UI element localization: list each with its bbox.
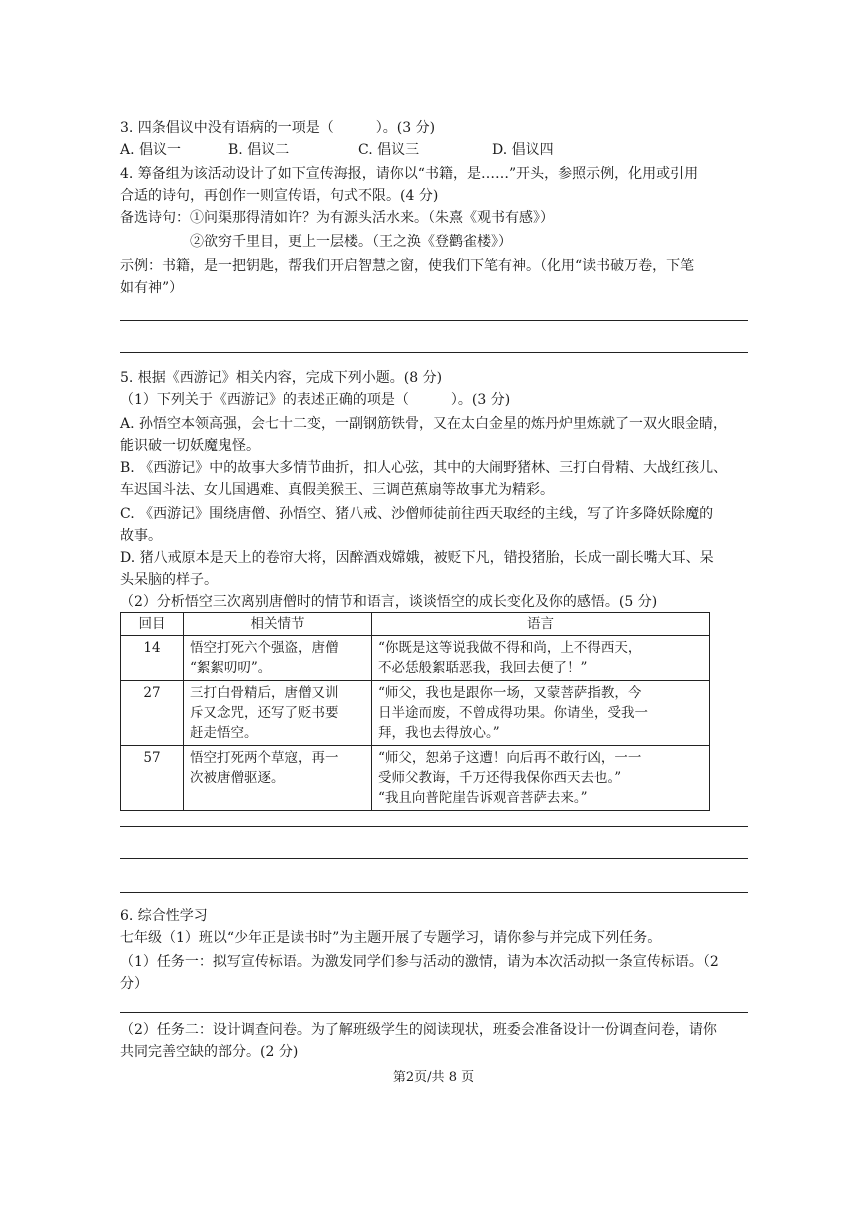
speech-cell bbox=[372, 636, 710, 681]
q5-option-d-line2: 头呆脑的样子。 bbox=[120, 572, 218, 588]
speech-text: “师父，恕弟子这遭！向后再不敢行凶，一一 bbox=[378, 750, 642, 766]
chapter-number: 27 bbox=[121, 681, 184, 746]
table-row bbox=[121, 636, 710, 681]
q4-stem-line1: 4. 筹备组为该活动设计了如下宣传海报，请你以“书籍，是……”开头，参照示例，化用或引用 bbox=[120, 166, 699, 182]
table-row bbox=[121, 746, 710, 811]
speech-cell bbox=[372, 681, 710, 746]
q4-poem-1: 备选诗句：①问渠那得清如许？为有源头活水来。（朱熹《观书有感》） bbox=[120, 210, 554, 226]
table-header-row bbox=[121, 613, 710, 636]
q5-option-b-line1: B. 《西游记》中的故事大多情节曲折，扣人心弦，其中的大闹野猪林、三打白骨精、大战红孩儿、 bbox=[120, 460, 728, 476]
plot-cell bbox=[184, 681, 372, 746]
speech-text: 受师父教诲，千万还得我保你西天去也。” bbox=[378, 770, 622, 786]
plot-text: 赶走悟空。 bbox=[190, 725, 258, 741]
plot-text: 悟空打死两个草寇，再一 bbox=[190, 750, 339, 766]
q3-option-d: D. 倡议四 bbox=[492, 142, 554, 158]
q6-task2-line1: （2）任务二：设计调查问卷。为了解班级学生的阅读现状，班委会准备设计一份调查问卷，请你 bbox=[120, 1022, 717, 1038]
chapter-number: 57 bbox=[121, 746, 184, 811]
speech-text: “师父，我也是跟你一场，又蒙菩萨指教，今 bbox=[378, 685, 642, 701]
answer-line[interactable] bbox=[120, 892, 748, 893]
q3-option-a: A. 倡议一 bbox=[120, 142, 182, 158]
q5-sub1: （1）下列关于《西游记》的表述正确的项是（ ）。(3 分) bbox=[120, 392, 511, 408]
q4-stem-line2: 合适的诗句，再创作一则宣传语，句式不限。(4 分) bbox=[120, 188, 439, 204]
speech-cell bbox=[372, 746, 710, 811]
plot-text: 悟空打死六个强盗，唐僧 bbox=[190, 640, 339, 656]
header-speech: 语言 bbox=[372, 613, 710, 636]
chapter-number: 14 bbox=[121, 636, 184, 681]
speech-text: 日半途而废，不曾成得功果。你请坐，受我一 bbox=[378, 705, 648, 721]
q4-poem-2: ②欲穷千里目，更上一层楼。（王之涣《登鹳雀楼》） bbox=[190, 234, 512, 250]
q5-option-a-line2: 能识破一切妖魔鬼怪。 bbox=[120, 438, 260, 454]
q6-task1-line1: （1）任务一：拟写宣传标语。为激发同学们参与活动的激情，请为本次活动拟一条宣传标语。（2 bbox=[120, 954, 719, 970]
speech-text: “我且向普陀崖告诉观音菩萨去来。” bbox=[378, 790, 588, 806]
q5-option-a-line1: A. 孙悟空本领高强，会七十二变，一副钢筋铁骨，又在太白金星的炼丹炉里炼就了一双火眼金睛， bbox=[120, 416, 728, 432]
speech-text: 拜，我也去得放心。” bbox=[378, 725, 500, 741]
plot-cell bbox=[184, 636, 372, 681]
plot-text: “絮絮叨叨”。 bbox=[190, 660, 272, 676]
q5-title: 5. 根据《西游记》相关内容，完成下列小题。(8 分) bbox=[120, 370, 443, 386]
q4-example-line2: 如有神”） bbox=[120, 280, 184, 296]
q4-example-line1: 示例：书籍，是一把钥匙，帮我们开启智慧之窗，使我们下笔有神。（化用“读书破万卷，下笔 bbox=[120, 258, 695, 274]
speech-text: 不必恁般絮聒恶我，我回去便了！” bbox=[378, 660, 588, 676]
answer-line[interactable] bbox=[120, 858, 748, 859]
q5-option-b-line2: 车迟国斗法、女儿国遇难、真假美猴王、三调芭蕉扇等故事尤为精彩。 bbox=[120, 482, 554, 498]
q6-task1-line2: 分） bbox=[120, 976, 148, 992]
plot-cell bbox=[184, 746, 372, 811]
table-row bbox=[121, 681, 710, 746]
plot-text: 三打白骨精后，唐僧又训 bbox=[190, 685, 339, 701]
header-plot: 相关情节 bbox=[184, 613, 372, 636]
q5-option-d-line1: D. 猪八戒原本是天上的卷帘大将，因醉酒戏嫦娥，被贬下凡，错投猪胎，长成一副长嘴大耳、呆 bbox=[120, 550, 714, 566]
q3-option-b: B. 倡议二 bbox=[228, 142, 290, 158]
plot-table bbox=[120, 612, 710, 811]
header-chapter: 回目 bbox=[121, 613, 184, 636]
q5-option-c-line1: C. 《西游记》围绕唐僧、孙悟空、猪八戒、沙僧师徒前往西天取经的主线，写了许多降妖除魔的 bbox=[120, 506, 714, 522]
q3-stem: 3. 四条倡议中没有语病的一项是（ ）。(3 分) bbox=[120, 120, 436, 136]
q6-title: 6. 综合性学习 bbox=[120, 908, 208, 924]
q6-intro: 七年级（1）班以“少年正是读书时”为主题开展了专题学习，请你参与并完成下列任务。 bbox=[120, 930, 662, 946]
q3-option-c: C. 倡议三 bbox=[358, 142, 420, 158]
answer-line[interactable] bbox=[120, 826, 748, 827]
plot-text: 斥又念咒，还写了贬书要 bbox=[190, 705, 339, 721]
answer-line[interactable] bbox=[120, 320, 748, 321]
q6-task2-line2: 共同完善空缺的部分。(2 分) bbox=[120, 1044, 299, 1060]
plot-text: 次被唐僧驱逐。 bbox=[190, 770, 285, 786]
speech-text: “你既是这等说我做不得和尚，上不得西天， bbox=[378, 640, 642, 656]
answer-line[interactable] bbox=[120, 352, 748, 353]
q5-sub2: （2）分析悟空三次离别唐僧时的情节和语言，谈谈悟空的成长变化及你的感悟。(5 分) bbox=[120, 594, 658, 610]
q5-option-c-line2: 故事。 bbox=[120, 528, 162, 544]
answer-line[interactable] bbox=[120, 1012, 748, 1013]
page-number: 第2页/共 8 页 bbox=[392, 1070, 475, 1085]
